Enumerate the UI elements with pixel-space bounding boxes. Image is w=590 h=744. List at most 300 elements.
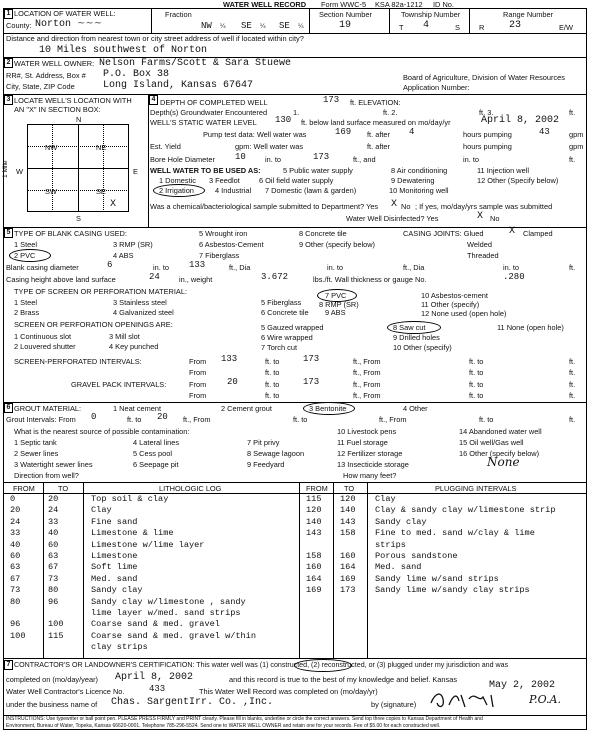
screen-6: 6 Concrete tile (261, 308, 309, 317)
quarter-3: SE (279, 21, 290, 31)
township-label: Township Number (401, 10, 461, 19)
screen-2: 2 Brass (14, 308, 40, 317)
grout-3-circle (303, 402, 355, 415)
casing-in-to-3: in. to (503, 263, 520, 272)
gravel-from-value: 20 (227, 377, 238, 387)
contamination-label: What is the nearest source of possible contamination: (14, 427, 190, 436)
elevation-label: ft. ELEVATION: (350, 98, 401, 107)
log-description: Top soil & clay (91, 494, 169, 504)
quarter-mark-3: ¼ (298, 23, 304, 30)
log-from: 120 (306, 505, 322, 516)
gravel-ft-from: ft., From (353, 380, 381, 389)
gw-1: 1. (293, 108, 300, 117)
log-header-from-2: FROM (306, 484, 328, 493)
use-5: 5 Public water supply (283, 166, 353, 175)
log-header-from: FROM (13, 484, 35, 493)
wall-thickness-label: lbs./ft. Wall thickness or gauge No. (313, 275, 427, 284)
casing-9: 9 Other (specify below) (299, 240, 375, 249)
log-to: 63 (48, 551, 59, 561)
quarter-mark-1: ¼ (220, 23, 226, 30)
log-to: 120 (340, 494, 356, 504)
opening-3: 3 Mill slot (109, 332, 140, 341)
screen-10: 10 Asbestos-cement (421, 291, 488, 300)
owner-value: Nelson Farms/Scott & Sara Stuewe (99, 58, 292, 69)
signature-label: by (signature) (371, 700, 417, 709)
bore-value: 10 (235, 152, 246, 162)
business-name-label: under the business name of (6, 700, 98, 709)
perf-from-label-2: From (189, 368, 207, 377)
log-header-lithologic: LITHOLOGIC LOG (159, 484, 222, 493)
well-location-mark: X (110, 199, 117, 210)
contam-12: 12 Fertilizer storage (337, 449, 403, 458)
form-title: WATER WELL RECORD (223, 0, 307, 9)
contam-4: 4 Lateral lines (133, 438, 180, 447)
casing-in-to: in. to (153, 263, 170, 272)
log-to: 173 (340, 585, 356, 596)
depth-label: DEPTH OF COMPLETED WELL (160, 98, 268, 107)
grout-intervals-label: Grout Intervals: From (6, 415, 76, 424)
business-name-value: Chas. SargentIrr. Co. ,Inc. (111, 697, 274, 708)
section-5-number: 5 (4, 228, 13, 238)
log-header-to-2: TO (344, 484, 355, 493)
bore-to-value: 173 (313, 152, 330, 162)
casing-type-label: TYPE OF BLANK CASING USED: (14, 229, 127, 238)
water-well-record-form (2, 0, 587, 742)
city-label: City, State, ZIP Code (6, 82, 75, 91)
contam-5: 5 Cess pool (133, 449, 173, 458)
locate-title: LOCATE WELL'S LOCATION WITH (14, 96, 132, 105)
section-3-number: 3 (4, 95, 13, 105)
casing-height-value: 24 (149, 272, 160, 282)
grout-3: 3 Bentonite (309, 404, 347, 413)
quarter-mark-2: ¼ (260, 23, 266, 30)
log-header-plugging: PLUGGING INTERVALS (435, 484, 517, 493)
screen-12: 12 None used (open hole) (421, 309, 507, 318)
grout-ft-from: ft., From (183, 415, 211, 424)
screen-8: 8 RMP (SR) (319, 300, 359, 309)
log-from: 96 (10, 619, 21, 630)
contam-2: 2 Sewer lines (14, 449, 59, 458)
compass-s: S (76, 214, 81, 223)
perf-ft-from: ft., From (353, 357, 381, 366)
screen-3: 3 Stainless steel (113, 298, 167, 307)
section-number-label: Section Number (319, 10, 372, 19)
gravel-ft-from-2: ft., From (353, 391, 381, 400)
log-from: 60 (10, 551, 21, 561)
pump-after-label: ft. after (367, 130, 391, 139)
chem-no: No (401, 202, 411, 211)
grout-4: 4 Other (403, 404, 428, 413)
log-description: clay strips (91, 642, 148, 653)
contam-11: 11 Fuel storage (337, 438, 388, 447)
bore-label: Bore Hole Diameter (150, 155, 215, 164)
address-label: RR#, St. Address, Box # (6, 71, 86, 80)
casing-in-to-2: in. to (327, 263, 344, 272)
wall-thickness-value: .280 (503, 272, 525, 282)
use-2-circle (153, 184, 205, 197)
casing-dia-3: ft., Dia (403, 263, 425, 272)
joint-clamped: Clamped (523, 229, 553, 238)
log-description: Sandy clay w/limestone , sandy (91, 596, 246, 607)
id-no-label: ID No. (433, 0, 454, 9)
use-label: WELL WATER TO BE USED AS: (150, 166, 261, 175)
quad-se: SE (96, 187, 106, 196)
est-after: ft. after (367, 142, 391, 151)
log-from: 80 (10, 596, 21, 607)
weight-value: 3.672 (261, 272, 289, 282)
use-4: 4 Industrial (215, 186, 252, 195)
pump-ft-value: 169 (335, 127, 352, 137)
log-to: 73 (48, 573, 59, 584)
est-yield-label: Est. Yield (150, 142, 181, 151)
signature-poa: P.O.A. (529, 693, 561, 706)
grout-ft: ft. (569, 415, 576, 424)
log-description: lime layer w/med. sand strips (91, 608, 241, 618)
perf-ft: ft. (569, 357, 576, 366)
how-many-feet-label: How many feet? (343, 471, 397, 480)
section-number-value: 19 (339, 20, 352, 31)
static-level-date: April 8, 2002 (481, 115, 560, 126)
perf-from-label: From (189, 357, 207, 366)
use-2: 2 Irrigation (159, 186, 194, 195)
weight-label: in., weight (179, 275, 213, 284)
gravel-from-label-2: From (189, 391, 207, 400)
casing-diameter-value: 6 (107, 260, 113, 270)
grout-ft-from-2: ft., From (379, 415, 407, 424)
contam-16: 16 Other (specify below) (459, 449, 540, 458)
completed-on-value: April 8, 2002 (115, 672, 194, 683)
contam-8: 8 Sewage lagoon (247, 449, 305, 458)
chem-sample-label: Was a chemical/bacteriological sample submitted to Department? Yes (150, 202, 379, 211)
opening-9: 9 Drilled holes (393, 333, 440, 342)
gravel-to-value: 173 (303, 377, 320, 387)
chem-tail: ; If yes, mo/day/yrs sample was submitted (415, 202, 553, 211)
contam-15: 15 Oil well/Gas well (459, 438, 524, 447)
section-7-number: 7 (4, 660, 13, 670)
log-from: 140 (306, 516, 322, 527)
log-description: Sandy clay (91, 585, 143, 596)
grout-from-value: 0 (91, 412, 97, 422)
log-to: 24 (48, 505, 59, 516)
certification-line-1: CONTRACTOR'S OR LANDOWNER'S CERTIFICATION: This water well was (1) constructed, (2) reconstructed, or (3) plugged under my jurisdiction and was (14, 661, 509, 669)
board-label: Board of Agriculture, Division of Water Resources (403, 73, 565, 82)
grout-2: 2 Cement grout (221, 404, 272, 413)
ksa-ref: KSA 82a-1212 (375, 0, 423, 9)
use-7: 7 Domestic (lawn & garden) (265, 186, 357, 195)
license-value: 433 (149, 684, 166, 694)
casing-2-circle (9, 249, 51, 262)
opening-8: 8 Saw cut (393, 323, 426, 332)
casing-7: 7 Fiberglass (199, 251, 240, 260)
gravel-intervals-label: GRAVEL PACK INTERVALS: (71, 380, 167, 389)
record-completed-label: This Water Well Record was completed on (mo/day/yr) (199, 687, 378, 696)
screen-1: 1 Steel (14, 298, 38, 307)
contam-13: 13 Insecticide storage (337, 460, 409, 469)
use-11: 11 Injection well (477, 166, 530, 175)
log-description: Med. sand (91, 573, 138, 584)
casing-2: 2 PVC (14, 251, 36, 260)
log-description: Clay & sandy clay w/limestone strip (375, 505, 556, 516)
distance-label: Distance and direction from nearest town or city street address of well if located within city? (6, 34, 304, 43)
disinfect-no: No (490, 214, 500, 223)
log-to: 115 (48, 630, 64, 641)
log-from: 63 (10, 562, 21, 573)
log-from: 33 (10, 528, 21, 539)
quarter-2: SE (241, 21, 252, 31)
grout-1: 1 Neat cement (113, 404, 162, 413)
quad-ne: NE (96, 143, 107, 152)
township-t: T (399, 23, 404, 32)
joint-x: X (509, 226, 516, 237)
gravel-ft: ft. (569, 380, 576, 389)
distance-value: 10 Miles southwest of Norton (39, 45, 208, 56)
perf-ft-2: ft. (569, 368, 576, 377)
joint-threaded: Threaded (467, 251, 499, 260)
gravel-to-label: ft. to (265, 380, 280, 389)
casing-diameter-to: 133 (189, 260, 206, 270)
address-value: P.O. Box 38 (103, 69, 170, 80)
log-description: Limestone (91, 551, 138, 561)
casing-3: 3 RMP (SR) (113, 240, 153, 249)
opening-5: 5 Gauzed wrapped (261, 323, 324, 332)
log-from: 100 (10, 630, 26, 641)
log-from: 20 (10, 505, 21, 516)
signature-drawing (427, 689, 517, 711)
contam-7: 7 Pit privy (247, 438, 280, 447)
range-r: R (479, 23, 485, 32)
fraction-label: Fraction (165, 10, 192, 19)
locate-title-2: AN "X" IN SECTION BOX: (14, 105, 101, 114)
use-6: 6 Oil field water supply (259, 176, 334, 185)
screen-5: 5 Fiberglass (261, 298, 302, 307)
log-to: 140 (340, 505, 356, 516)
static-level-tail: ft. below land surface measured on mo/day/yr (301, 118, 451, 127)
contam-3: 3 Watertight sewer lines (14, 460, 93, 469)
static-level-label: WELL'S STATIC WATER LEVEL (150, 118, 257, 127)
contam-9: 9 Feedyard (247, 460, 285, 469)
pump-gpm-label: gpm (569, 130, 584, 139)
log-from: 169 (306, 585, 322, 596)
county-label: County: (6, 21, 32, 30)
perf-to-label-2: ft. to (265, 368, 280, 377)
gravel-from-label: From (189, 380, 207, 389)
log-from: 143 (306, 528, 322, 539)
casing-height-label: Casing height above land surface (6, 275, 116, 284)
log-description: Sandy lime w/sandy clay strips (375, 585, 530, 596)
license-label: Water Well Contractor's Licence No. (6, 687, 125, 696)
gravel-ft-2: ft. (569, 391, 576, 400)
static-level-value: 130 (275, 115, 292, 125)
bore-ft-2: ft. (569, 155, 576, 164)
mile-label: 1 Mile (2, 160, 9, 178)
log-header-to: TO (58, 484, 69, 493)
log-description: Med. sand (375, 562, 422, 573)
log-from: 158 (306, 551, 322, 561)
use-12: 12 Other (Specify below) (477, 176, 559, 185)
perf-to-value: 173 (303, 354, 320, 364)
perf-ft-to-2: ft. to (469, 368, 484, 377)
gravel-ft-to: ft. to (469, 380, 484, 389)
log-description: Limestone w/lime layer (91, 539, 205, 550)
perf-intervals-label: SCREEN-PERFORATED INTERVALS: (14, 357, 142, 366)
screen-7: 7 PVC (325, 291, 347, 300)
opening-10: 10 Other (specify) (393, 343, 452, 352)
gravel-ft-to-2: ft. to (469, 391, 484, 400)
use-1: 1 Domestic (159, 176, 196, 185)
contam-6: 6 Seepage pit (133, 460, 179, 469)
quad-nw: NW (45, 143, 58, 152)
casing-6: 6 Asbestos-Cement (199, 240, 264, 249)
log-description: Sandy lime w/sand strips (375, 573, 499, 584)
screen-4: 4 Galvanized steel (113, 308, 174, 317)
opening-6: 6 Wire wrapped (261, 333, 313, 342)
log-description: Fine sand (91, 516, 138, 527)
log-description: Sandy clay (375, 516, 427, 527)
chem-no-x: X (391, 199, 398, 210)
application-label: Application Number: (403, 83, 470, 92)
log-from: 115 (306, 494, 322, 504)
bore-in-to-2: in. to (463, 155, 480, 164)
log-description: Clay (91, 505, 112, 516)
pump-hours-value: 4 (409, 127, 415, 137)
log-description: Coarse sand & med. gravel w/thin (91, 630, 257, 641)
gw-2: ft. 2. (383, 108, 398, 117)
section-4-number: 4 (149, 95, 158, 105)
log-from: 40 (10, 539, 21, 550)
use-8: 8 Air conditioning (391, 166, 448, 175)
log-to: 164 (340, 562, 356, 573)
owner-label: WATER WELL OWNER: (14, 59, 95, 68)
city-value: Long Island, Kansas 67647 (103, 80, 254, 91)
certification-line-2: and this record is true to the best of my knowledge and belief. Kansas (229, 675, 458, 684)
contam-1: 1 Septic tank (14, 438, 57, 447)
log-to: 60 (48, 539, 59, 550)
range-value: 23 (509, 20, 522, 31)
section-1-number: 1 (4, 9, 13, 19)
log-to: 20 (48, 494, 59, 504)
gravel-to-label-2: ft. to (265, 391, 280, 400)
log-to: 100 (48, 619, 64, 630)
grout-ft-to-2: ft. to (293, 415, 308, 424)
contam-none-handwritten: None (487, 455, 520, 469)
county-scribble: ~~~ (77, 18, 103, 29)
grout-ft-to: ft. to (127, 415, 142, 424)
joint-welded: Welded (467, 240, 492, 249)
gw-3: ft. 3. (479, 108, 494, 117)
log-to: 67 (48, 562, 59, 573)
grout-material-label: GROUT MATERIAL: (14, 404, 82, 413)
pump-gpm-value: 43 (539, 127, 550, 137)
section-1-title: LOCATION OF WATER WELL: (14, 9, 116, 18)
completed-on-label: completed on (mo/day/year) (6, 675, 99, 684)
opening-4: 4 Key punched (109, 342, 159, 351)
est-hours: hours pumping (463, 142, 512, 151)
range-ew: E/W (559, 23, 573, 32)
township-value: 4 (423, 20, 430, 31)
log-to: 80 (48, 585, 59, 596)
opening-7: 7 Torch cut (261, 343, 298, 352)
disinfect-label: Water Well Disinfected? Yes (346, 214, 439, 223)
casing-1: 1 Steel (14, 240, 38, 249)
compass-w: W (16, 167, 23, 176)
log-to: 169 (340, 573, 356, 584)
opening-2: 2 Louvered shutter (14, 342, 76, 351)
pump-hours-label: hours pumping (463, 130, 512, 139)
log-to: 143 (340, 516, 356, 527)
log-from: 67 (10, 573, 21, 584)
casing-5: 5 Wrought iron (199, 229, 248, 238)
est-yield-tail: gpm: Well water was (235, 142, 304, 151)
quad-sw: SW (45, 187, 57, 196)
log-description: Fine to med. sand w/clay & lime (375, 528, 535, 539)
perf-to-label: ft. to (265, 357, 280, 366)
use-9: 9 Dewatering (391, 176, 435, 185)
log-description: Clay (375, 494, 396, 504)
casing-8: 8 Concrete tile (299, 229, 347, 238)
compass-e: E (133, 167, 138, 176)
form-number: Form WWC-5 (321, 0, 367, 9)
direction-label: Direction from well? (14, 471, 79, 480)
disinfect-x: X (477, 211, 484, 222)
log-from: 160 (306, 562, 322, 573)
instructions-line-1: INSTRUCTIONS: Use typewriter or ball point pen. PLEASE PRESS FIRMLY and PRINT clearly. Please fill in blanks, underline or circle the correct answers. Send top three copies to Kansas Department of Health and (6, 716, 483, 722)
use-3: 3 Feedlot (209, 176, 240, 185)
use-10: 10 Monitoring well (389, 186, 449, 195)
log-to: 33 (48, 516, 59, 527)
perf-ft-to: ft. to (469, 357, 484, 366)
log-to: 158 (340, 528, 356, 539)
screen-11: 11 Other (specify) (421, 300, 480, 309)
perf-from-value: 133 (221, 354, 238, 364)
record-completed-value: May 2, 2002 (489, 680, 556, 691)
log-to: 96 (48, 596, 59, 607)
est-gpm: gpm (569, 142, 584, 151)
casing-joints-label: CASING JOINTS: Glued (403, 229, 484, 238)
township-s: S (455, 23, 460, 32)
log-from: 24 (10, 516, 21, 527)
opening-11: 11 None (open hole) (497, 323, 564, 332)
opening-1: 1 Continuous slot (14, 332, 72, 341)
section-6-number: 6 (4, 403, 13, 413)
depth-value: 173 (323, 95, 340, 105)
openings-label: SCREEN OR PERFORATION OPENINGS ARE: (14, 320, 173, 329)
instructions-line-2: Environment, Bureau of Water, Topeka, Kansas 66620-0001. Telephone 785-296-5524. Send one to WATER WELL OWNER and retain one for your records. Fee of $5.00 for each constructed well. (6, 723, 441, 729)
gw-ft: ft. (569, 108, 576, 117)
log-from: 0 (10, 494, 16, 504)
contam-10: 10 Livestock pens (337, 427, 397, 436)
county-value: Norton (35, 19, 72, 30)
grout-ft-to-3: ft. to (479, 415, 494, 424)
constructed-circle (294, 659, 352, 672)
log-description: strips (375, 539, 406, 550)
casing-4: 4 ABS (113, 251, 134, 260)
screen-material-label: TYPE OF SCREEN OR PERFORATION MATERIAL: (14, 287, 188, 296)
bore-in-to: in. to (265, 155, 282, 164)
bore-ft-and: ft., and (353, 155, 376, 164)
log-from: 164 (306, 573, 322, 584)
grout-to-value: 20 (157, 412, 168, 422)
compass-n: N (76, 115, 82, 124)
groundwater-label: Depth(s) Groundwater Encountered (150, 108, 268, 117)
contam-14: 14 Abandoned water well (459, 427, 542, 436)
log-description: Limestone & lime (91, 528, 174, 539)
log-to: 160 (340, 551, 356, 561)
casing-diameter-label: Blank casing diameter (6, 263, 79, 272)
quarter-1: NW (201, 21, 212, 31)
log-description: Coarse sand & med. gravel (91, 619, 220, 630)
casing-dia-2: ft., Dia (229, 263, 251, 272)
section-2-number: 2 (4, 58, 13, 68)
